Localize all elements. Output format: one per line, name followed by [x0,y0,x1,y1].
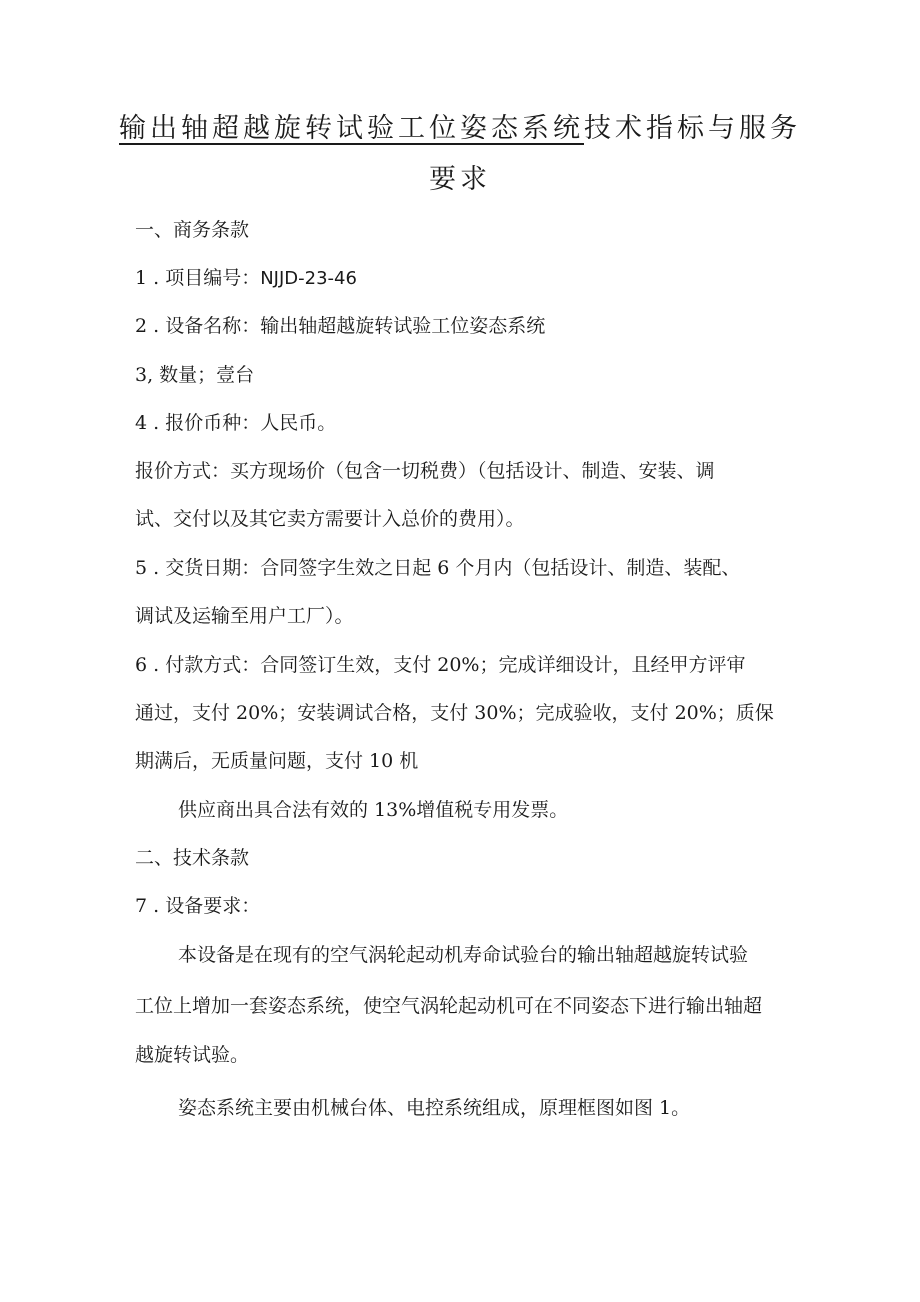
item-project-number-value: NJJD-23-46 [260,268,357,289]
item-quantity: 3, 数量；壹台 [135,364,255,386]
item-payment-line-1: 6 . 付款方式：合同签订生效，支付 20%；完成详细设计，且经甲方评审 [135,654,746,676]
section-heading-business: 一、商务条款 [135,219,250,241]
invoice-note: 供应商出具合法有效的 13%增值税专用发票。 [178,799,569,821]
paragraph-1-line-1: 本设备是在现有的空气涡轮起动机寿命试验台的输出轴超越旋转试验 [178,944,749,966]
item-delivery-line-1: 5 . 交货日期：合同签字生效之日起 6 个月内（包括设计、制造、装配、 [135,557,741,579]
item-currency: 4 . 报价币种：人民币。 [135,412,337,434]
document-title-line-2: 要求 [429,164,491,195]
item-delivery-line-2: 调试及运输至用户工厂）。 [135,605,354,627]
item-project-number [135,265,357,292]
item-equipment-name: 2 . 设备名称：输出轴超越旋转试验工位姿态系统 [135,315,546,337]
item-project-number-label: 1 . 项目编号： [135,267,261,289]
item-payment-line-3: 期满后，无质量问题，支付 10 机 [135,750,419,772]
section-heading-technical: 二、技术条款 [135,847,250,869]
document-title-rest: 技术指标与服务 [584,113,801,144]
document-title-underlined: 输出轴超越旋转试验工位姿态系统 [119,113,584,144]
paragraph-1-line-2: 工位上增加一套姿态系统，使空气涡轮起动机可在不同姿态下进行输出轴超 [135,995,763,1017]
quote-method-line-2: 试、交付以及其它卖方需要计入总价的费用）。 [135,508,525,530]
item-payment-line-2: 通过，支付 20%；安装调试合格，支付 30%；完成验收，支付 20%；质保 [135,702,774,724]
document-title-line-1 [0,113,920,145]
paragraph-2: 姿态系统主要由机械台体、电控系统组成，原理框图如图 1。 [178,1097,691,1119]
paragraph-1-line-3: 越旋转试验。 [135,1044,250,1066]
quote-method-line-1: 报价方式：买方现场价（包含一切税费）（包括设计、制造、安装、调 [135,460,715,482]
item-equipment-requirements: 7 . 设备要求： [135,895,261,917]
